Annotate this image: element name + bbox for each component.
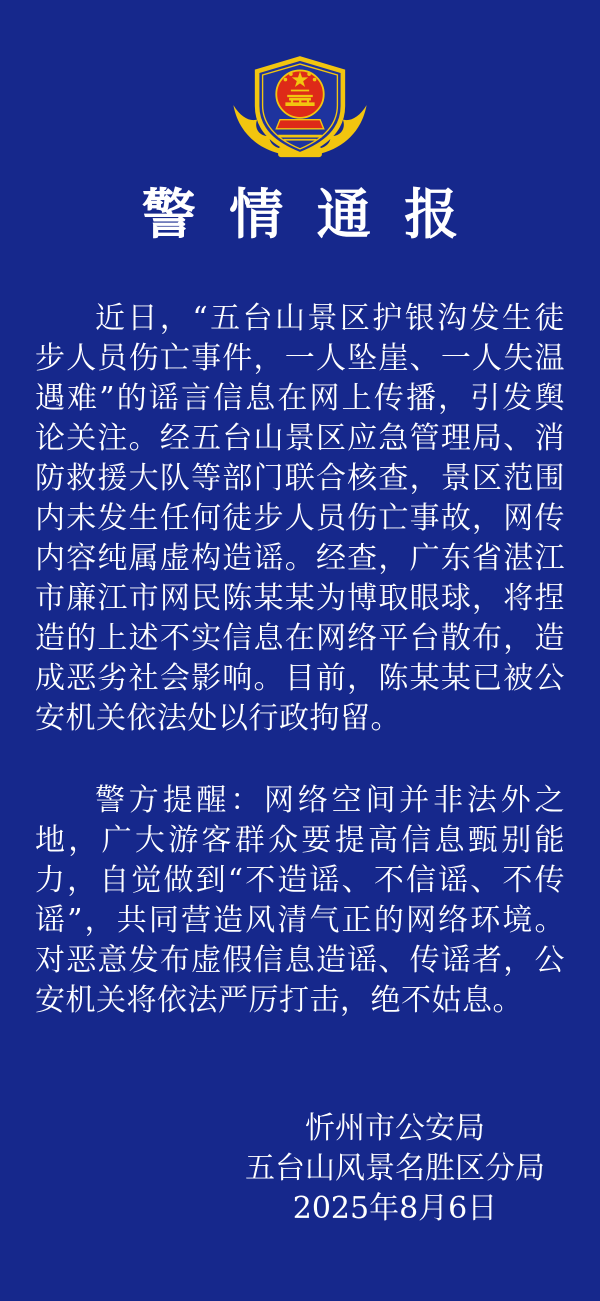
- notice-body: [0, 299, 600, 1021]
- paragraph-police-reminder: 警方提醒：网络空间并非法外之地，广大游客群众要提高信息甄别能力，自觉做到“不造谣、不信谣、不传谣”，共同营造风清气正的网络环境。对恶意发布虚假信息造谣、传谣者，公安机关将依法严厉打击，绝不姑息。: [35, 783, 565, 1018]
- paragraph-incident: 近日，“五台山景区护银沟发生徒步人员伤亡事件，一人坠崖、一人失温遇难”的谣言信息在网上传播，引发舆论关注。经五台山景区应急管理局、消防救援大队等部门联合核查，景区范围内未发生任何徒步人员伤亡事故，网传内容纯属虚构造谣。经查，广东省湛江市廉江市网民陈某某为博取眼球，将捏造的上述不实信息在网络平台散布，造成恶劣社会影响。目前，陈某某已被公安机关依法处以行政拘留。: [35, 301, 565, 736]
- china-police-badge-icon: [227, 54, 373, 158]
- notice-title: 警 情 通 报: [141, 185, 469, 245]
- signature-branch: 五台山风景名胜区分局: [245, 1151, 545, 1186]
- signature-block: [230, 1109, 560, 1229]
- signature-date: 2025年8月6日: [292, 1191, 498, 1226]
- signature-agency: 忻州市公安局: [305, 1111, 485, 1146]
- emblem-container: [0, 0, 600, 158]
